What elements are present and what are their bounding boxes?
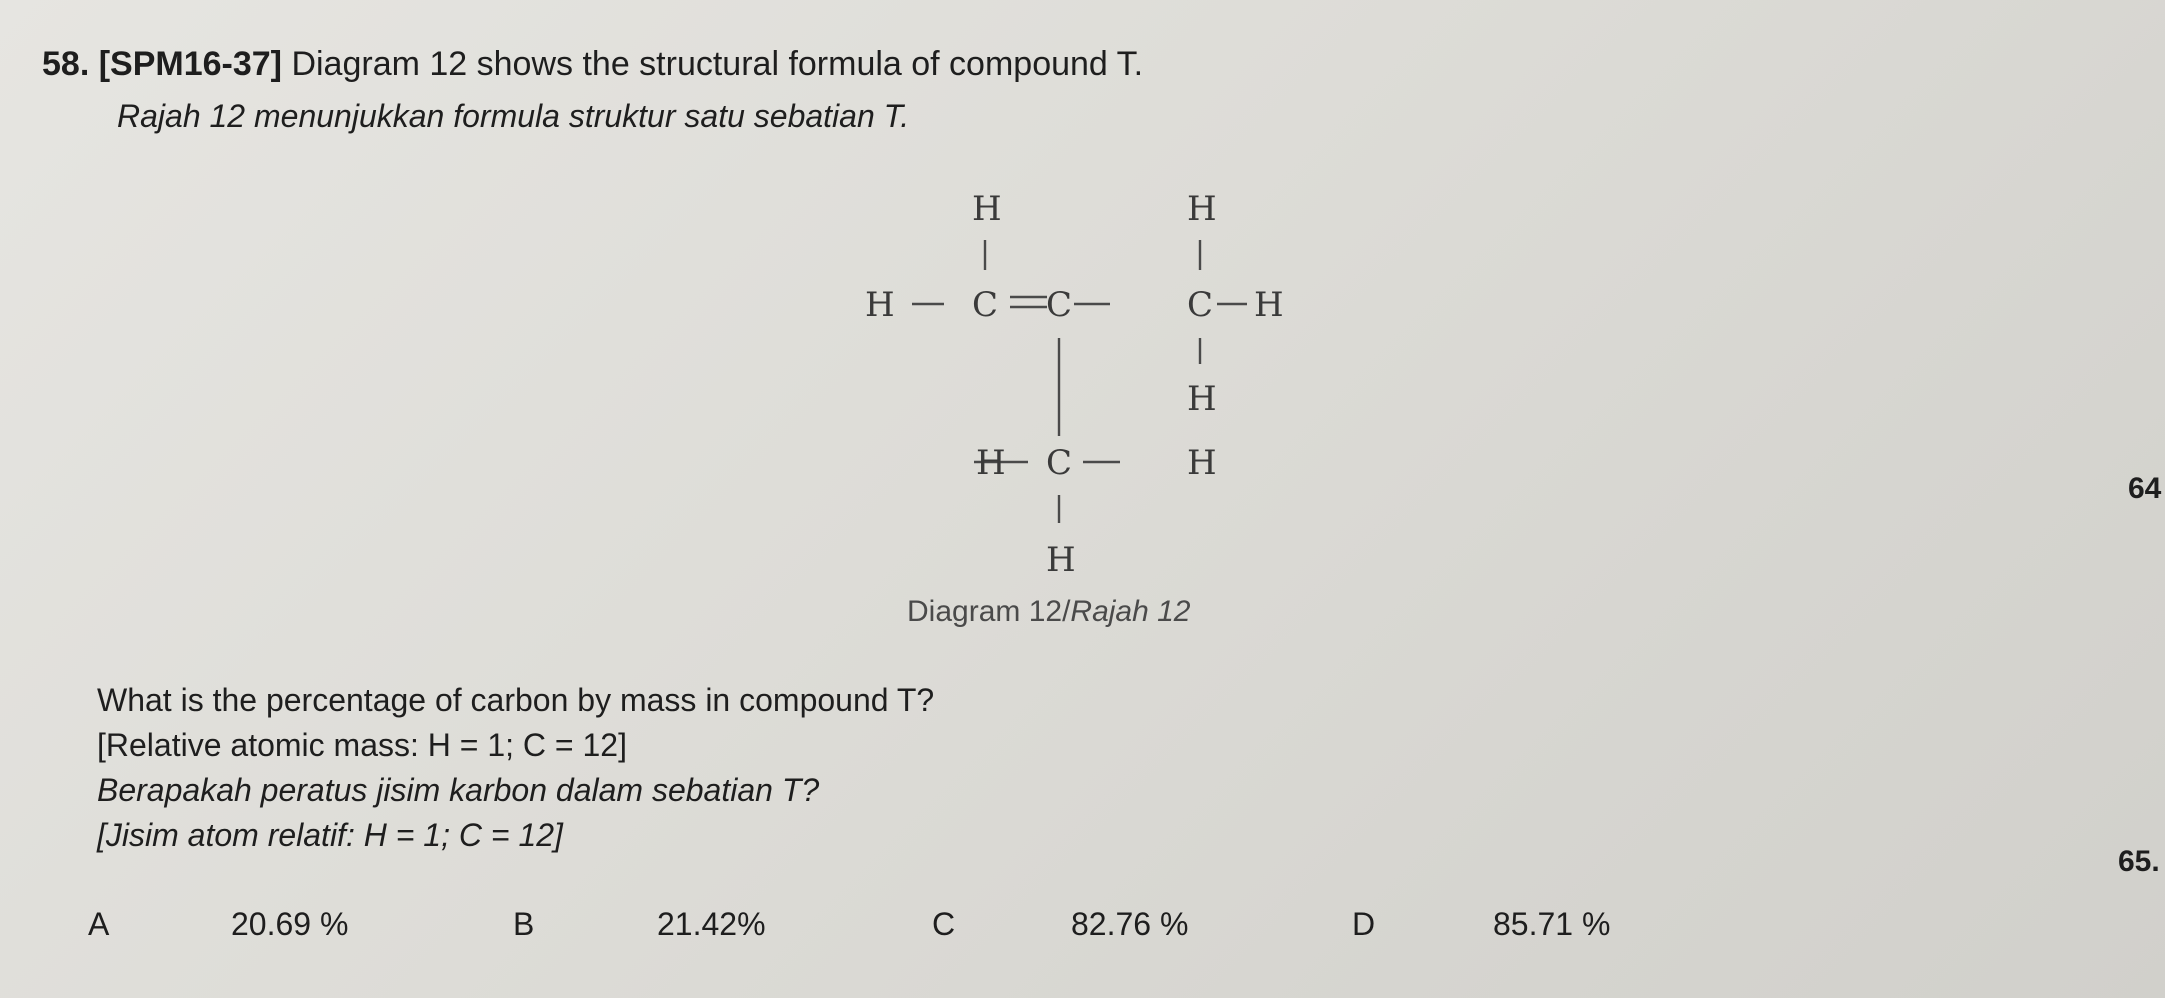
atom-h-c3-bottom: H — [1187, 379, 1217, 419]
atom-h-bottom: H — [1046, 540, 1076, 580]
prompt-atomic-mass-malay: [Jisim atom relatif: H = 1; C = 12] — [97, 817, 563, 853]
atom-c2: C — [1046, 285, 1073, 325]
caption-malay: Rajah 12 — [1070, 595, 1191, 628]
question-text: Diagram 12 shows the structural formula of compound T. — [291, 45, 1144, 83]
next-question-number: 64 — [2128, 472, 2162, 505]
question-header — [42, 45, 1143, 84]
option-value: 20.69 % — [231, 906, 349, 942]
atom-c4: C — [1046, 443, 1073, 483]
prompt-atomic-mass-english: [Relative atomic mass: H = 1; C = 12] — [97, 727, 627, 763]
atom-h-right: H — [1254, 285, 1284, 325]
structural-formula-diagram — [850, 178, 1330, 598]
prompt-question-english: What is the percentage of carbon by mass in compound T? — [97, 682, 935, 718]
option-letter: B — [513, 906, 535, 942]
structural-formula-svg — [850, 178, 1330, 598]
prompt-question-malay: Berapakah peratus jisim karbon dalam sebatian T? — [97, 772, 820, 808]
atom-h-c4-left: H — [976, 443, 1006, 483]
question-code: [SPM16-37] — [98, 45, 282, 83]
atom-h2-top: H — [1187, 189, 1217, 229]
atom-h1-top: H — [972, 189, 1002, 229]
question-number: 58. — [42, 45, 90, 83]
option-value: 21.42% — [657, 906, 766, 942]
option-letter: C — [932, 906, 956, 942]
next-question-number-2: 65. — [2118, 845, 2160, 878]
atom-c3: C — [1187, 285, 1214, 325]
atom-h-c4-right: H — [1187, 443, 1217, 483]
question-text-malay: Rajah 12 menunjukkan formula struktur satu sebatian T. — [117, 98, 910, 134]
option-letter: A — [88, 906, 110, 942]
atom-h-left: H — [865, 285, 895, 325]
diagram-caption — [907, 595, 1191, 629]
option-value: 85.71 % — [1493, 906, 1611, 942]
caption-english: Diagram 12/ — [907, 595, 1071, 628]
atom-c1: C — [972, 285, 999, 325]
option-value: 82.76 % — [1071, 906, 1189, 942]
option-letter: D — [1352, 906, 1376, 942]
